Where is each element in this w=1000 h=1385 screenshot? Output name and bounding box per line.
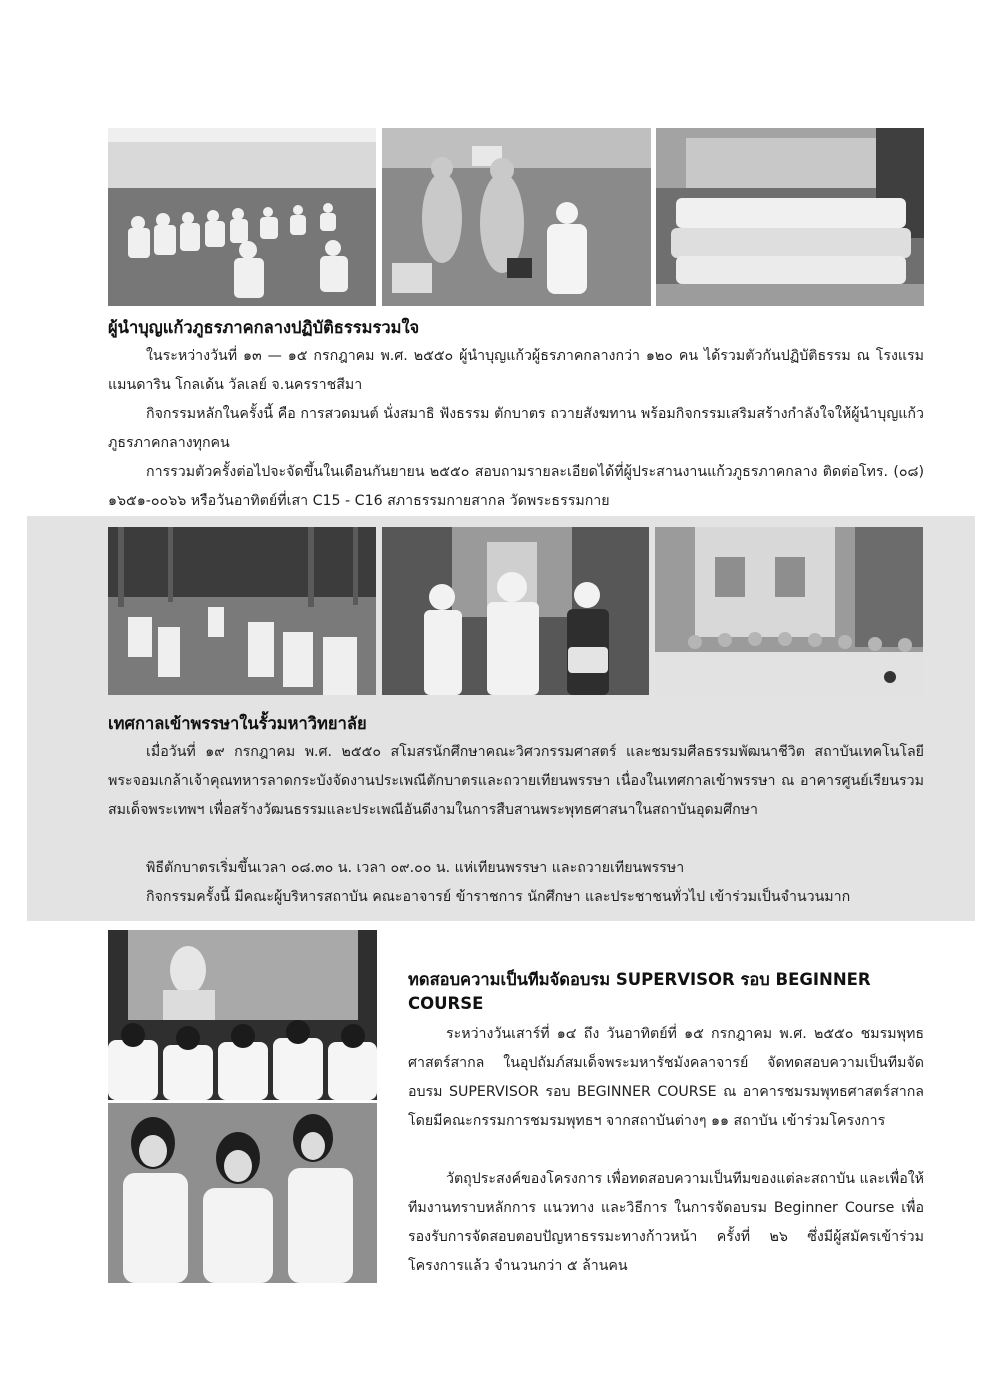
buddha-hall-photo [108, 930, 377, 1100]
group-photo [656, 128, 924, 306]
section2-paragraph-3: กิจกรรมครั้งนี้ มีคณะผู้บริหารสถาบัน คณะอาจารย์ ข้าราชการ นักศึกษา และประชาชนทั่วไป เข้าร่วมเป็นจำนวนมาก [146, 889, 851, 905]
section3-paragraph-1: ระหว่างวันเสาร์ที่ ๑๔ ถึง วันอาทิตย์ที่ ๑๕ กรกฎาคม พ.ศ. ๒๕๕๐ ชมรมพุทธศาสตร์สากล ในอุปถัมภ์สมเด็จพระมหารัชมังคลาจารย์ จัดทดสอบความเป็นทีมจัดอบรม SUPERVISOR รอบ BEGINNER COURSE ณ อาคารชมรมพุทธศาสตร์สากล โดยมีคณะกรรมการชมรมพุทธฯ จากสถาบันต่างๆ ๑๑ สถาบัน เข้าร่วมโครงการ [408, 1026, 924, 1129]
section1-paragraph-2: กิจกรรมหลักในครั้งนี้ คือ การสวดมนต์ นั่งสมาธิ ฟังธรรม ตักบาตร ถวายสังฆทาน พร้อมกิจกรรมเสริมสร้างกำลังใจให้ผู้นำบุญแก้วภูธรภาคกลางทุกคน [108, 406, 924, 451]
section2-title: เทศกาลเข้าพรรษาในรั้วมหาวิทยาลัย [108, 714, 367, 733]
section1-paragraph-1: ในระหว่างวันที่ ๑๓ — ๑๕ กรกฎาคม พ.ศ. ๒๕๕๐ ผู้นำบุญแก้วผู้ธรภาคกลางกว่า ๑๒๐ คน ได้รวมตัวกันปฏิบัติธรรม ณ โรงแรมแมนดาริน โกลเด้น วัลเลย์ จ.นครราชสีมา [108, 348, 924, 393]
monks-seated-photo [655, 527, 923, 695]
section2-paragraph-2: พิธีตักบาตรเริ่มขึ้นเวลา ๐๘.๓๐ น. เวลา ๐๙.๐๐ น. แห่เทียนพรรษา และถวายเทียนพรรษา [146, 860, 685, 876]
ceremony-photo [382, 527, 649, 695]
section3-title: ทดสอบความเป็นทีมจัดอบรม SUPERVISOR รอบ BEGINNER COURSE [408, 970, 871, 1013]
section1-title: ผู้นำบุญแก้วภูธรภาคกลางปฏิบัติธรรมรวมใจ [108, 318, 420, 337]
alms-line-photo [108, 527, 376, 695]
section3-paragraph-2: วัตถุประสงค์ของโครงการ เพื่อทดสอบความเป็นทีมของแต่ละสถาบัน และเพื่อให้ทีมงานทราบหลักการ แนวทาง และวิธีการ ในการจัดอบรม Beginner Course เพื่อรองรับการจัดสอบตอบปัญหาธรรมะทางก้าวหน้า ครั้งที่ ๒๖ ซึ่งมีผู้สมัครเข้าร่วมโครงการแล้ว จำนวนกว่า ๕ ล้านคน [408, 1171, 924, 1274]
section1-paragraph-3: การรวมตัวครั้งต่อไปจะจัดขึ้นในเดือนกันยายน ๒๕๕๐ สอบถามรายละเอียดได้ที่ผู้ประสานงานแก้วภูธรภาคกลาง ติดต่อโทร. (๐๘) ๑๖๕๑-๐๐๖๖ หรือวันอาทิตย์ที่เสา C15 - C16 สภาธรรมกายสากล วัดพระธรรมกาย [108, 464, 924, 509]
alms-offering-photo [382, 128, 651, 306]
students-praying-photo [108, 1103, 377, 1283]
meditation-hall-photo [108, 128, 376, 306]
section2-paragraph-1: เมื่อวันที่ ๑๙ กรกฎาคม พ.ศ. ๒๕๕๐ สโมสรนักศึกษาคณะวิศวกรรมศาสตร์ และชมรมศีลธรรมพัฒนาชีวิต สถาบันเทคโนโลยีพระจอมเกล้าเจ้าคุณทหารลาดกระบังจัดงานประเพณีตักบาตรและถวายเทียนพรรษา เนื่องในเทศกาลเข้าพรรษา ณ อาคารศูนย์เรียนรวมสมเด็จพระเทพฯ เพื่อสร้างวัฒนธรรมและประเพณีอันดีงามในการสืบสานพระพุทธศาสนาในสถาบันอุดมศึกษา [108, 744, 924, 818]
